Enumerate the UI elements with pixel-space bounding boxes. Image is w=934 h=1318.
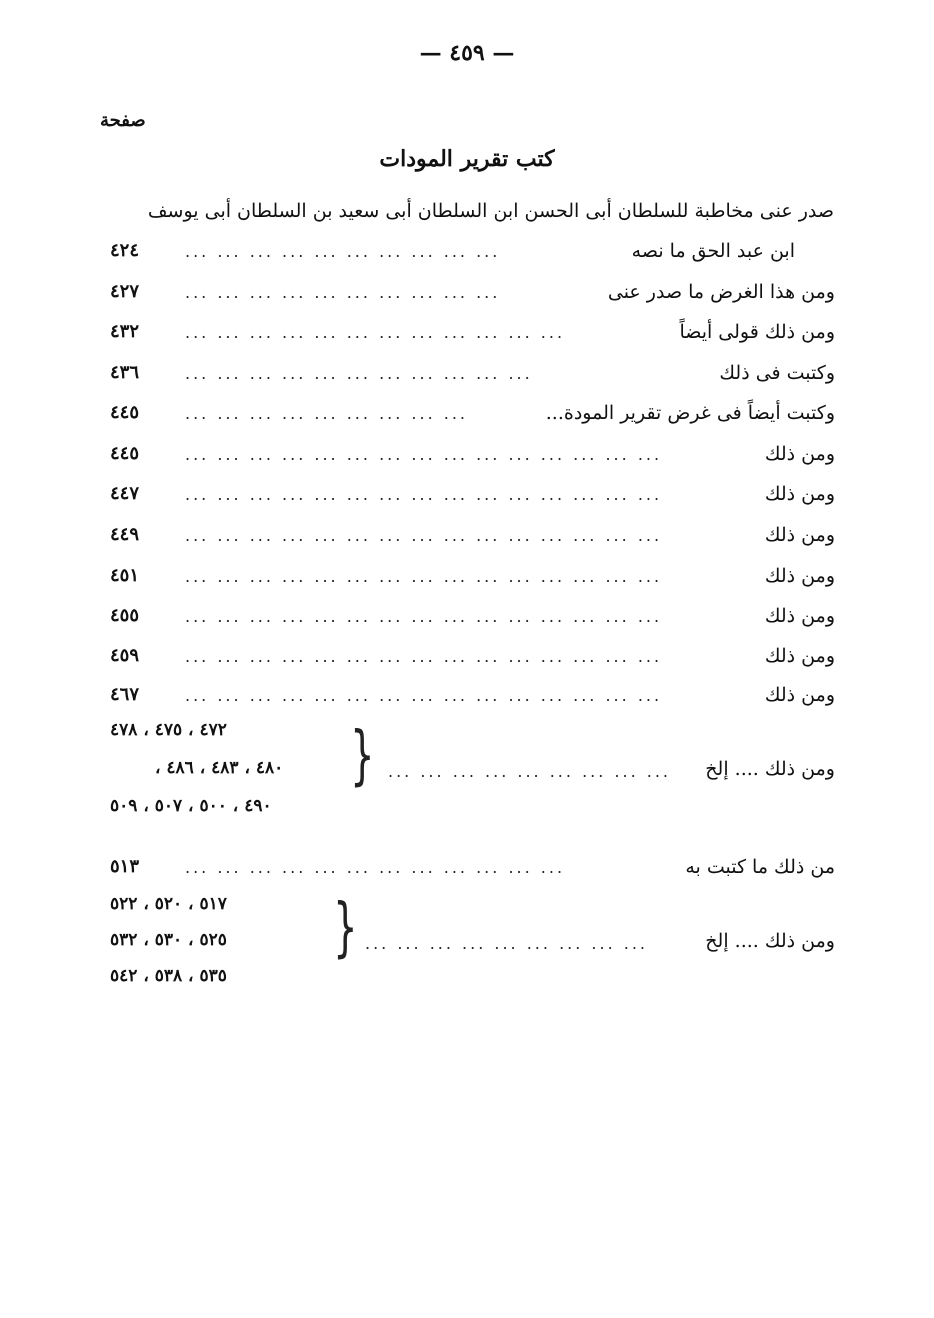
entry-page: ٤٤٥ — [110, 443, 140, 464]
leader-dots: ... ... ... ... ... ... ... ... ... ... ... ... ... ... ... — [185, 485, 663, 504]
entry-page: ٤٥١ — [110, 565, 140, 586]
entry-page: ٤٤٩ — [110, 524, 140, 545]
curly-brace: } — [350, 719, 375, 793]
entry-page: ٤٢٤ — [110, 240, 140, 261]
toc-entry — [110, 443, 835, 475]
group-text: ومن ذلك .... إلخ — [705, 930, 835, 952]
toc-entry — [110, 362, 835, 394]
group-text: ومن ذلك .... إلخ — [705, 758, 835, 780]
leader-dots: ... ... ... ... ... ... ... ... ... ... — [185, 242, 501, 261]
entry-page: ٤٢٧ — [110, 281, 140, 302]
toc-entry — [110, 856, 835, 888]
toc-entry — [110, 402, 835, 434]
leader-dots: ... ... ... ... ... ... ... ... ... ... ... ... — [185, 858, 566, 877]
leader-dots: ... ... ... ... ... ... ... ... ... ... ... ... ... ... ... — [185, 647, 663, 666]
group-pages: ٥٣٥ ، ٥٣٨ ، ٥٤٢ — [110, 966, 227, 986]
leader-dots: ... ... ... ... ... ... ... ... ... ... ... ... — [185, 323, 566, 342]
leader-dots: ... ... ... ... ... ... ... ... ... — [388, 762, 672, 781]
entry-page: ٤٥٥ — [110, 605, 140, 626]
entry-page: ٤٦٧ — [110, 684, 140, 705]
group-pages: ٥٢٥ ، ٥٣٠ ، ٥٣٢ — [110, 930, 227, 950]
leader-dots: ... ... ... ... ... ... ... ... ... — [185, 404, 469, 423]
leader-dots: ... ... ... ... ... ... ... ... ... ... ... ... ... ... ... — [185, 567, 663, 586]
group-pages: ٤٨٠ ، ٤٨٣ ، ٤٨٦ ، — [155, 758, 284, 778]
entry-page: ٤٣٦ — [110, 362, 140, 383]
toc-entry — [110, 240, 835, 272]
page-number: — ٤٥٩ — — [419, 40, 515, 66]
toc-entry — [110, 281, 835, 313]
leader-dots: ... ... ... ... ... ... ... ... ... — [365, 934, 649, 953]
entry-page: ٤٥٩ — [110, 645, 140, 666]
leader-dots: ... ... ... ... ... ... ... ... ... ... ... ... ... ... ... — [185, 526, 663, 545]
entry-text: ومن ذلك — [764, 645, 835, 667]
leader-dots: ... ... ... ... ... ... ... ... ... ... — [185, 283, 501, 302]
toc-entry — [110, 605, 835, 637]
entry-text: ابن عبد الحق ما نصه — [631, 240, 795, 262]
entry-page: ٤٤٧ — [110, 483, 140, 504]
toc-entry — [110, 565, 835, 597]
entry-text: من ذلك ما كتبت به — [685, 856, 835, 878]
intro-line: صدر عنى مخاطبة للسلطان أبى الحسن ابن السلطان أبى سعيد بن السلطان أبى يوسف — [147, 200, 834, 222]
entry-text: ومن هذا الغرض ما صدر عنى — [607, 281, 835, 303]
toc-group — [110, 891, 835, 1004]
toc-entry — [110, 684, 835, 716]
page-column-label: صفحة — [100, 110, 146, 131]
curly-brace: } — [333, 891, 358, 965]
entry-page: ٤٤٥ — [110, 402, 140, 423]
entry-text: ومن ذلك — [764, 605, 835, 627]
toc-entry — [110, 321, 835, 353]
entry-text: ومن ذلك — [764, 684, 835, 706]
entry-text: وكتبت أيضاً فى غرض تقرير المودة... — [545, 402, 835, 424]
section-title: كتب تقرير المودات — [379, 146, 555, 172]
toc-group — [110, 720, 835, 830]
entry-page: ٥١٣ — [110, 856, 140, 877]
leader-dots: ... ... ... ... ... ... ... ... ... ... ... ... ... ... ... — [185, 445, 663, 464]
toc-entry — [110, 645, 835, 677]
entry-text: ومن ذلك — [764, 565, 835, 587]
entry-page: ٤٣٢ — [110, 321, 140, 342]
entry-text: ومن ذلك — [764, 443, 835, 465]
toc-entry — [110, 483, 835, 515]
group-pages: ٤٩٠ ، ٥٠٠ ، ٥٠٧ ، ٥٠٩ — [110, 796, 272, 816]
group-pages: ٤٧٢ ، ٤٧٥ ، ٤٧٨ — [110, 720, 227, 740]
leader-dots: ... ... ... ... ... ... ... ... ... ... ... ... ... ... ... — [185, 607, 663, 626]
entry-text: ومن ذلك — [764, 483, 835, 505]
entry-text: ومن ذلك قولى أيضاً — [679, 321, 835, 343]
toc-entry — [110, 524, 835, 556]
entry-text: وكتبت فى ذلك — [719, 362, 835, 384]
entry-text: ومن ذلك — [764, 524, 835, 546]
group-pages: ٥١٧ ، ٥٢٠ ، ٥٢٢ — [110, 894, 227, 914]
leader-dots: ... ... ... ... ... ... ... ... ... ... ... ... ... ... ... — [185, 686, 663, 705]
leader-dots: ... ... ... ... ... ... ... ... ... ... ... — [185, 364, 533, 383]
